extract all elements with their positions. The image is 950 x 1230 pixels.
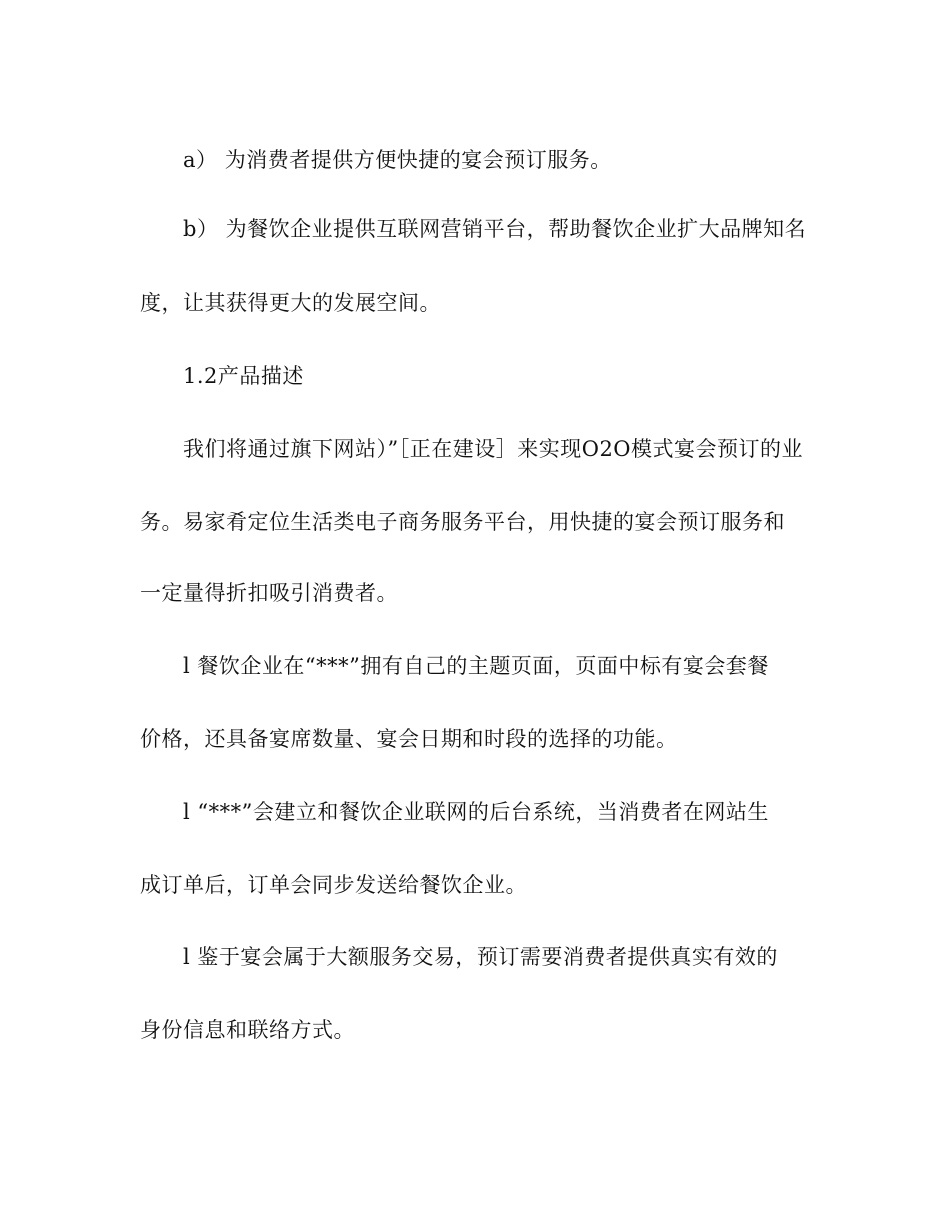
paragraph-line: a） 为消费者提供方便快捷的宴会预订服务。 <box>183 148 612 172</box>
bullet-line: l “***”会建立和餐饮企业联网的后台系统，当消费者在网站生 <box>183 800 769 824</box>
bullet-line: l 餐饮企业在“***”拥有自己的主题页面，页面中标有宴会套餐 <box>183 654 769 678</box>
bullet-line: l 鉴于宴会属于大额服务交易，预订需要消费者提供真实有效的 <box>183 945 778 969</box>
paragraph-line: 务。易家肴定位生活类电子商务服务平台，用快捷的宴会预订服务和 <box>140 510 785 534</box>
paragraph-line: 身份信息和联络方式。 <box>140 1018 355 1042</box>
section-heading: 1.2产品描述 <box>183 364 304 388</box>
paragraph-line: 成订单后，订单会同步发送给餐饮企业。 <box>140 873 527 897</box>
paragraph-line: 一定量得折扣吸引消费者。 <box>140 581 398 605</box>
paragraph-line: 价格，还具备宴席数量、宴会日期和时段的选择的功能。 <box>140 727 678 751</box>
paragraph-line: 度，让其获得更大的发展空间。 <box>140 291 441 315</box>
paragraph-line: b） 为餐饮企业提供互联网营销平台，帮助餐饮企业扩大品牌知名 <box>183 217 807 241</box>
paragraph-line: 我们将通过旗下网站）”［正在建设］来实现O2O模式宴会预订的业 <box>183 437 804 461</box>
